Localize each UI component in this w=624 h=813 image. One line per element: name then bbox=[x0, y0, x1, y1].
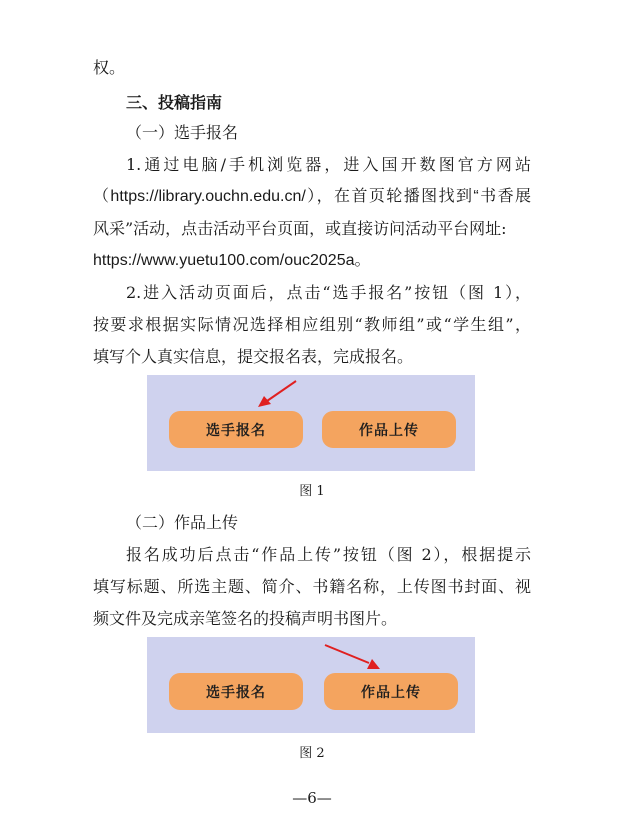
figure-1 bbox=[147, 375, 475, 471]
paragraph-line: 填写标题、所选主题、简介、书籍名称，上传图书封面、视 bbox=[93, 577, 531, 596]
figure-caption: 图 2 bbox=[299, 746, 325, 761]
upload-button[interactable]: 作品上传 bbox=[324, 673, 458, 710]
subsection-heading: （一）选手报名 bbox=[126, 123, 239, 142]
paragraph-line: 频文件及完成亲笔签名的投稿声明书图片。 bbox=[93, 609, 398, 628]
text-line: 权。 bbox=[93, 58, 126, 77]
subsection-heading: （二）作品上传 bbox=[126, 513, 239, 532]
figure-caption: 图 1 bbox=[299, 484, 325, 499]
paragraph-line: 1.通过电脑/手机浏览器，进入国开数图官方网站 bbox=[126, 155, 531, 174]
figure-2 bbox=[147, 637, 475, 733]
paragraph-line: 2.进入活动页面后，点击“选手报名”按钮（图 1）， bbox=[126, 283, 531, 302]
paragraph-line: 风采”活动，点击活动平台页面，或直接访问活动平台网址: bbox=[93, 219, 507, 238]
section-heading: 三、投稿指南 bbox=[126, 93, 223, 112]
upload-button[interactable]: 作品上传 bbox=[322, 411, 456, 448]
paragraph-line: （https://library.ouchn.edu.cn/），在首页轮播图找到“书香展 bbox=[93, 188, 531, 205]
register-button[interactable]: 选手报名 bbox=[169, 411, 303, 448]
paragraph-line: 按要求根据实际情况选择相应组别“教师组”或“学生组”， bbox=[93, 315, 531, 334]
paragraph-line: 填写个人真实信息，提交报名表，完成报名。 bbox=[93, 347, 414, 366]
url-line: https://www.yuetu100.com/ouc2025a。 bbox=[93, 252, 371, 269]
paragraph-line: 报名成功后点击“作品上传”按钮（图 2），根据提示 bbox=[126, 545, 531, 564]
page-number: —6— bbox=[292, 789, 332, 807]
register-button[interactable]: 选手报名 bbox=[169, 673, 303, 710]
